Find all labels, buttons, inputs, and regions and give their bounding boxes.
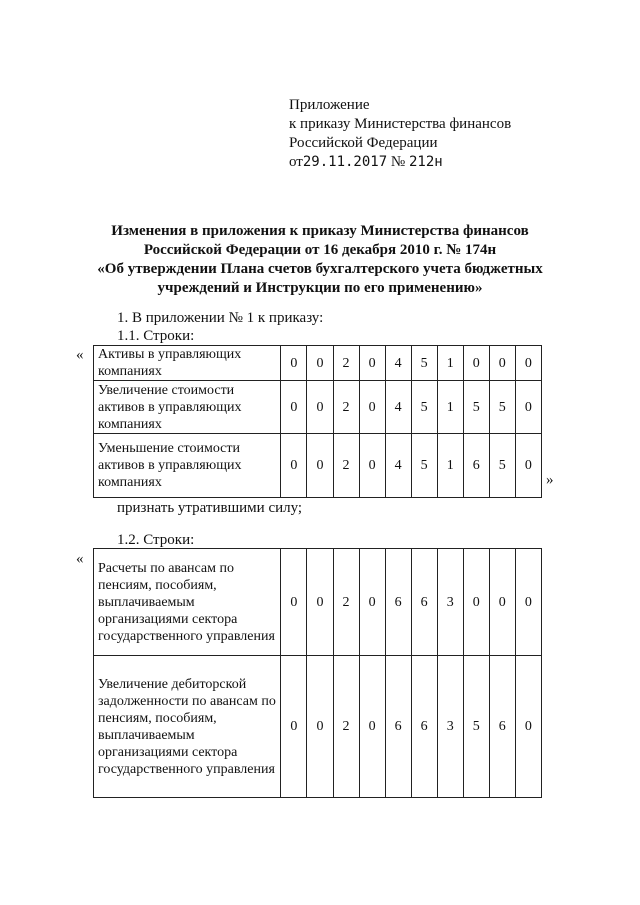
title-line: «Об утверждении Плана счетов бухгалтерского учета бюджетных	[97, 261, 543, 277]
code-digit: 0	[359, 549, 385, 656]
code-digit: 0	[463, 346, 489, 381]
code-digit: 5	[411, 346, 437, 381]
code-digit: 1	[437, 434, 463, 498]
code-digit: 0	[307, 549, 333, 656]
accounts-table-2	[93, 548, 542, 798]
code-digit: 3	[437, 656, 463, 798]
code-digit: 0	[515, 656, 541, 798]
order-date-number	[289, 153, 511, 172]
code-digit: 5	[411, 434, 437, 498]
code-digit: 6	[411, 549, 437, 656]
code-digit: 0	[307, 656, 333, 798]
table-row	[94, 434, 542, 498]
code-digit: 0	[307, 381, 333, 434]
code-digit: 0	[463, 549, 489, 656]
code-digit: 0	[515, 434, 541, 498]
code-digit: 1	[437, 381, 463, 434]
title-line: учреждений и Инструкции по его применению»	[157, 280, 483, 296]
table-row	[94, 656, 542, 798]
accounts-table-1	[93, 345, 542, 498]
code-digit: 4	[385, 346, 411, 381]
account-name: Активы в управляющих компаниях	[94, 346, 281, 381]
header-line: Приложение	[289, 97, 370, 113]
code-digit: 4	[385, 434, 411, 498]
code-digit: 0	[359, 346, 385, 381]
account-name: Увеличение дебиторской задолженности по авансам по пенсиям, пособиям, выплачиваемым организациями сектора государственного управления	[94, 656, 281, 798]
subsection-1-2: 1.2. Строки:	[117, 532, 195, 548]
date-prefix: от	[289, 154, 303, 170]
document-title	[60, 222, 580, 298]
header-line: Российской Федерации	[289, 135, 438, 151]
code-digit: 2	[333, 381, 359, 434]
code-digit: 0	[359, 656, 385, 798]
subsection-1-1: 1.1. Строки:	[117, 328, 195, 344]
code-digit: 6	[463, 434, 489, 498]
code-digit: 0	[281, 549, 307, 656]
code-digit: 1	[437, 346, 463, 381]
section-1: 1. В приложении № 1 к приказу:	[117, 310, 324, 326]
code-digit: 2	[333, 549, 359, 656]
code-digit: 6	[385, 549, 411, 656]
code-digit: 2	[333, 656, 359, 798]
code-digit: 6	[411, 656, 437, 798]
after-table-1-text: признать утратившими силу;	[117, 500, 303, 516]
code-digit: 0	[515, 346, 541, 381]
code-digit: 0	[359, 381, 385, 434]
code-digit: 0	[307, 346, 333, 381]
table-row	[94, 381, 542, 434]
header-line: к приказу Министерства финансов	[289, 116, 512, 132]
code-digit: 2	[333, 434, 359, 498]
code-digit: 0	[359, 434, 385, 498]
code-digit: 0	[281, 346, 307, 381]
number-prefix: №	[390, 154, 406, 170]
table-row	[94, 346, 542, 381]
code-digit: 0	[281, 656, 307, 798]
account-name: Увеличение стоимости активов в управляющих компаниях	[94, 381, 281, 434]
title-line: Российской Федерации от 16 декабря 2010 г. № 174н	[143, 242, 497, 258]
code-digit: 4	[385, 381, 411, 434]
code-digit: 5	[463, 381, 489, 434]
title-line: Изменения в приложения к приказу Министерства финансов	[111, 223, 529, 239]
code-digit: 2	[333, 346, 359, 381]
code-digit: 6	[385, 656, 411, 798]
account-name: Уменьшение стоимости активов в управляющих компаниях	[94, 434, 281, 498]
order-date: 29.11.2017	[302, 154, 388, 170]
code-digit: 0	[489, 549, 515, 656]
code-digit: 0	[515, 549, 541, 656]
code-digit: 6	[489, 656, 515, 798]
code-digit: 0	[489, 346, 515, 381]
code-digit: 5	[489, 381, 515, 434]
code-digit: 5	[489, 434, 515, 498]
code-digit: 0	[307, 434, 333, 498]
code-digit: 3	[437, 549, 463, 656]
code-digit: 0	[281, 381, 307, 434]
close-quote: »	[546, 472, 554, 488]
open-quote: «	[76, 551, 84, 567]
order-number: 212н	[408, 154, 443, 170]
appendix-header	[289, 96, 511, 172]
code-digit: 5	[411, 381, 437, 434]
table-row	[94, 549, 542, 656]
code-digit: 0	[281, 434, 307, 498]
code-digit: 0	[515, 381, 541, 434]
code-digit: 5	[463, 656, 489, 798]
account-name: Расчеты по авансам по пенсиям, пособиям, выплачиваемым организациями сектора государственного управления	[94, 549, 281, 656]
open-quote: «	[76, 347, 84, 363]
